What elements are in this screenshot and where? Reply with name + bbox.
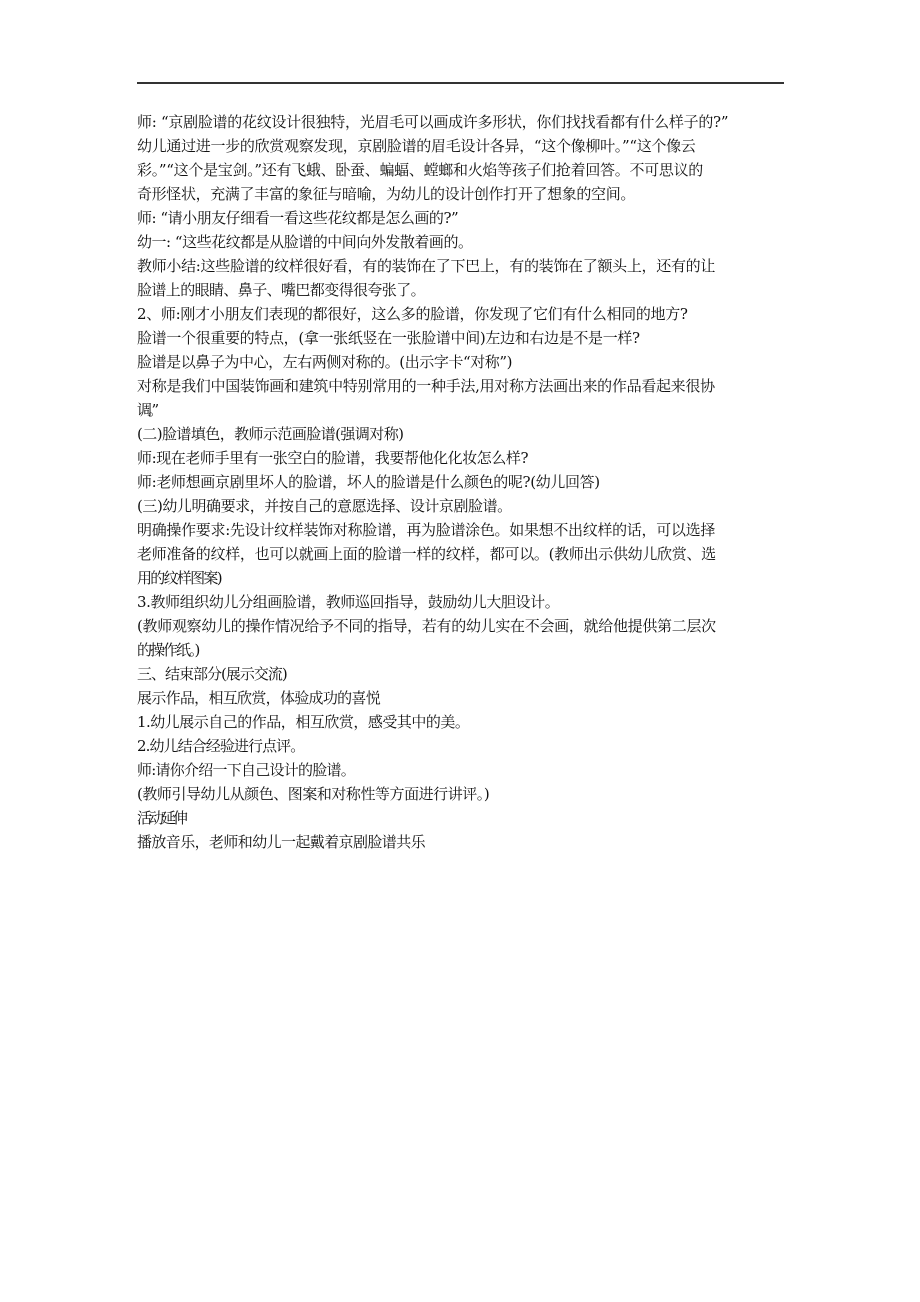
text-line: 用的纹样图案)	[137, 569, 221, 587]
text-line: 师:现在老师手里有一张空白的脸谱，我要帮他化化妆怎么样?	[137, 449, 529, 467]
text-line: 2.幼儿结合经验进行点评。	[137, 737, 305, 755]
text-line: 调。”	[137, 401, 156, 419]
text-line: 老师准备的纹样，也可以就画上面的脸谱一样的纹样，都可以。(教师出示供幼儿欣赏、选	[137, 545, 716, 563]
text-line: (教师引导幼儿从颜色、图案和对称性等方面进行讲评。)	[137, 785, 490, 803]
text-line: 师:请你介绍一下自己设计的脸谱。	[137, 761, 356, 779]
text-line: 展示作品，相互欣赏，体验成功的喜悦	[137, 689, 381, 707]
text-line: 脸谱上的眼睛、鼻子、嘴巴都变得很夸张了。	[137, 281, 426, 299]
text-line: (教师观察幼儿的操作情况给予不同的指导，若有的幼儿实在不会画，就给他提供第二层次	[137, 617, 716, 635]
text-line: 2、师:刚才小朋友们表现的都很好，这么多的脸谱，你发现了它们有什么相同的地方?	[137, 305, 688, 323]
text-line: 师: “请小朋友仔细看一看这些花纹都是怎么画的?”	[137, 209, 459, 227]
text-line: 对称是我们中国装饰画和建筑中特别常用的一种手法,用对称方法画出来的作品看起来很协	[137, 377, 715, 395]
text-line: (二)脸谱填色，教师示范画脸谱(强调对称)	[137, 425, 404, 443]
text-line: 1.幼儿展示自己的作品，相互欣赏，感受其中的美。	[137, 713, 470, 731]
text-line: 奇形怪状，充满了丰富的象征与暗喻，为幼儿的设计创作打开了想象的空间。	[137, 185, 636, 203]
text-line: 3.教师组织幼儿分组画脸谱，教师巡回指导，鼓励幼儿大胆设计。	[137, 593, 560, 611]
text-line: 师: “京剧脸谱的花纹设计很独特，光眉毛可以画成许多形状，你们找找看都有什么样子的?”	[137, 113, 729, 131]
text-line: 幼儿通过进一步的欣赏观察发现，京剧脸谱的眉毛设计各异，“这个像柳叶。”“这个像云	[137, 137, 696, 155]
text-line: 脸谱一个很重要的特点，(拿一张纸竖在一张脸谱中间)左边和右边是不是一样?	[137, 329, 640, 347]
text-line: 彩。”“这个是宝剑。”还有飞蛾、卧蚕、蝙蝠、螳螂和火焰等孩子们抢着回答。不可思议的	[137, 161, 704, 179]
text-line: 三、结束部分(展示交流)	[137, 665, 287, 683]
text-line: 脸谱是以鼻子为中心，左右两侧对称的。(出示字卡“对称”)	[137, 353, 513, 371]
text-line: 教师小结:这些脸谱的纹样很好看，有的装饰在了下巴上，有的装饰在了额头上，还有的让	[137, 257, 716, 275]
text-line: 师:老师想画京剧里坏人的脸谱，坏人的脸谱是什么颜色的呢?(幼儿回答)	[137, 473, 600, 491]
text-line: 明确操作要求:先设计纹样装饰对称脸谱，再为脸谱涂色。如果想不出纹样的话，可以选择	[137, 521, 716, 539]
text-line: 活动延伸	[137, 809, 186, 827]
header-rule	[137, 82, 784, 84]
document-body	[137, 110, 797, 854]
text-line: (三)幼儿明确要求，并按自己的意愿选择、设计京剧脸谱。	[137, 497, 512, 515]
text-line: 播放音乐，老师和幼儿一起戴着京剧脸谱共乐	[137, 833, 426, 851]
text-line: 幼一: “这些花纹都是从脸谱的中间向外发散着画的。	[137, 233, 473, 251]
text-line: 的操作纸。)	[137, 641, 199, 659]
